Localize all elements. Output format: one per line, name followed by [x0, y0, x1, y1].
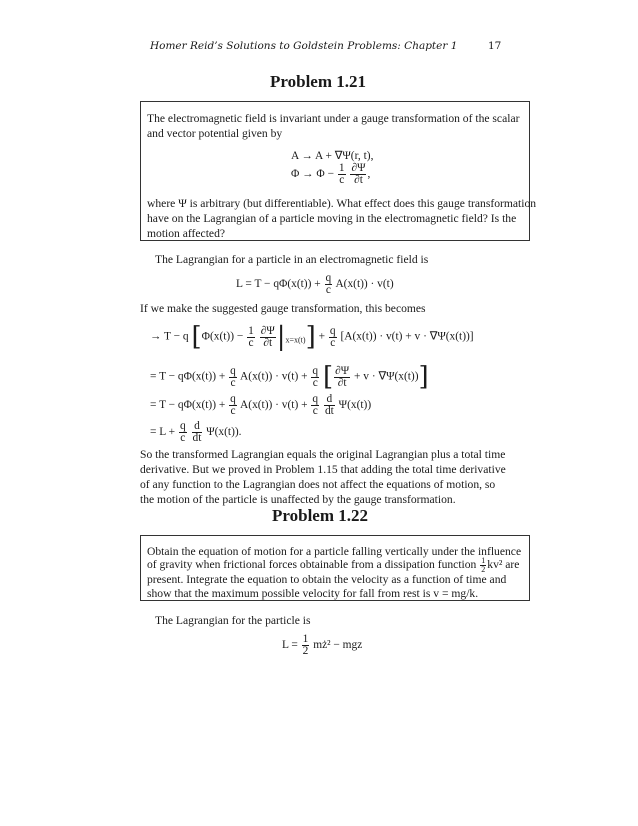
fraction: $\frac{q}{c}$: [325, 272, 332, 296]
fraction: $\frac{\partial\Psi}{\partial t}$: [351, 162, 366, 186]
derivation-line-4: = L + $\frac{q}{c}$ $\frac{d}{dt}$ Ψ(x(t)).: [150, 420, 242, 444]
gauge-equation-scalar: Φ → Φ − $\frac{1}{c}$ $\frac{\partial\Psi}{\partial t}$ ,: [291, 162, 371, 186]
problem-121-statement-line: and vector potential given by: [147, 127, 283, 140]
problem-121-statement-line: The electromagnetic field is invariant under a gauge transformation of the scalar: [147, 112, 520, 125]
derivation-line-2: = T − qΦ(x(t)) + $\frac{q}{c}$ A(x(t)) · v(t) + $\frac{q}{c}$ [ $\frac{\partial\Psi}{\partial t}$ + v · ∇Ψ(x(t))]: [150, 362, 429, 392]
problem-122-statement-line: show that the maximum possible velocity for fall from rest is v = mg/k.: [147, 587, 479, 600]
page-number: 17: [488, 40, 502, 52]
problem-122-statement-line: present. Integrate the equation to obtain the velocity as a function of time and: [147, 573, 507, 586]
problem-122-intro: The Lagrangian for the particle is: [155, 614, 311, 627]
gauge-equation-vector: A → A + ∇Ψ(r, t),: [291, 150, 374, 162]
running-title: Homer Reid’s Solutions to Goldstein Problems: Chapter 1: [150, 40, 458, 52]
problem-121-question-line: have on the Lagrangian of a particle moving in the electromagnetic field? Is the: [147, 212, 517, 225]
derivation-line-3: = T − qΦ(x(t)) + $\frac{q}{c}$ A(x(t)) · v(t) + $\frac{q}{c}$ $\frac{d}{dt}$ Ψ(x(t)): [150, 393, 372, 417]
problem-122-statement-line: Obtain the equation of motion for a particle falling vertically under the influence: [147, 545, 522, 558]
lagrangian-equation: L = T − qΦ(x(t)) + $\frac{q}{c}$ A(x(t)) · v(t): [236, 272, 394, 296]
problem-122-heading: Problem 1.22: [272, 506, 369, 525]
eq-left: Φ → Φ −: [291, 168, 335, 181]
conclusion-line: of any function to the Lagrangian does not affect the equations of motion, so: [140, 478, 496, 491]
conclusion-line: So the transformed Lagrangian equals the original Lagrangian plus a total time: [140, 448, 506, 461]
problem-122-lagrangian: L = $\frac{1}{2}$ mż² − mgz: [282, 633, 363, 657]
problem-121-question-line: where Ψ is arbitrary (but differentiable). What effect does this gauge transformation: [147, 197, 537, 210]
transition-text: If we make the suggested gauge transformation, this becomes: [140, 302, 426, 315]
conclusion-line: the motion of the particle is unaffected by the gauge transformation.: [140, 493, 456, 506]
problem-121-intro: The Lagrangian for a particle in an electromagnetic field is: [155, 253, 429, 266]
problem-121-question-line: motion affected?: [147, 227, 226, 240]
conclusion-line: derivative. But we proved in Problem 1.15 that adding the total time derivative: [140, 463, 506, 476]
fraction: $\frac{1}{2}$: [481, 556, 486, 574]
problem-121-heading: Problem 1.21: [270, 72, 367, 91]
problem-122-statement-line: of gravity when frictional forces obtainable from a dissipation function $\frac{1}{2}$ kv² are: [147, 556, 520, 574]
fraction: $\frac{1}{c}$: [338, 162, 345, 186]
derivation-line-1: → T − q [Φ(x(t)) − $\frac{1}{c}$ $\frac{\partial\Psi}{\partial t}$ $|_{x=x(t)}$] + $\frac{q}{c}$ [A(x(t)) · v(t) + v · ∇Ψ(x(t))]: [150, 322, 474, 352]
